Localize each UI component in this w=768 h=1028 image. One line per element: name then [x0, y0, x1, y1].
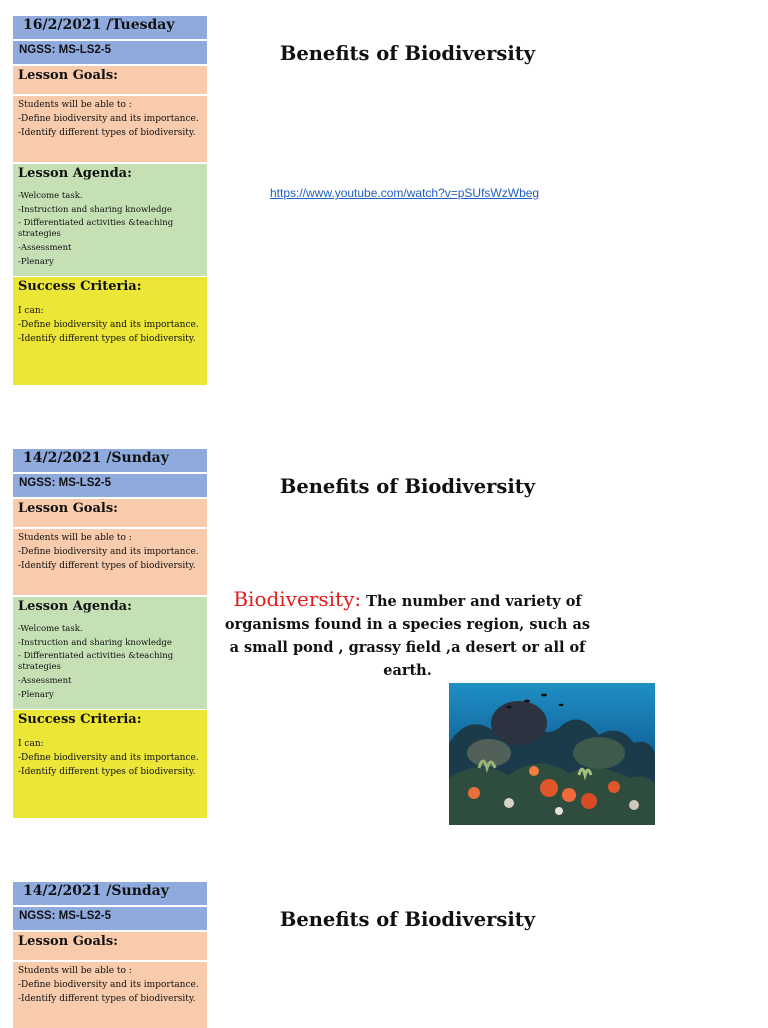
lesson-agenda-body: [13, 188, 207, 276]
success-criteria-body: [13, 303, 207, 385]
agenda-item: -Assessment: [18, 676, 72, 686]
agenda-item: -Plenary: [18, 689, 54, 700]
lesson-goals-heading: Lesson Goals:: [13, 66, 207, 94]
ngss-standard: NGSS: MS-LS2-5: [13, 907, 207, 930]
criteria-line: -Identify different types of biodiversity.: [18, 767, 196, 777]
success-criteria-heading: Success Criteria:: [13, 277, 207, 303]
lesson-date: 14/2/2021 /Sunday: [13, 449, 207, 472]
goal-line: -Define biodiversity and its importance.: [18, 547, 199, 557]
lesson-goals-heading: Lesson Goals:: [13, 499, 207, 527]
agenda-item: -Assessment: [18, 243, 72, 253]
definition-text: The number and variety of organisms found in a species region, such as a small pond , grassy field ,a desert or all of earth.: [224, 593, 591, 679]
lesson-goals-body: [13, 96, 207, 162]
goal-line: -Identify different types of biodiversity.: [18, 994, 196, 1004]
goal-line: Students will be able to :: [18, 100, 132, 110]
success-criteria-heading: Success Criteria:: [13, 710, 207, 736]
lesson-goals-body: [13, 529, 207, 595]
goal-line: -Identify different types of biodiversity.: [18, 128, 196, 138]
ngss-standard: NGSS: MS-LS2-5: [13, 474, 207, 497]
lesson-agenda-heading: Lesson Agenda:: [13, 597, 207, 621]
agenda-item: -Welcome task.: [18, 624, 83, 634]
lesson-agenda-body: [13, 621, 207, 709]
definition-term: Biodiversity:: [233, 587, 362, 611]
criteria-line: -Define biodiversity and its importance.: [18, 753, 199, 763]
agenda-item: -Instruction and sharing knowledge: [18, 637, 172, 648]
coral-reef-illustration: [449, 683, 655, 825]
slide-title: Benefits of Biodiversity: [279, 908, 536, 931]
lesson-date: 16/2/2021 /Tuesday: [13, 16, 207, 39]
slide-title: Benefits of Biodiversity: [279, 475, 536, 498]
goal-line: -Define biodiversity and its importance.: [18, 980, 199, 990]
agenda-item: -Plenary: [18, 256, 54, 267]
coral-reef-image: [449, 683, 655, 825]
lesson-goals-heading: Lesson Goals:: [13, 932, 207, 960]
criteria-line: -Define biodiversity and its importance.: [18, 320, 199, 330]
criteria-line: -Identify different types of biodiversity.: [18, 334, 196, 344]
lesson-agenda-heading: Lesson Agenda:: [13, 164, 207, 188]
youtube-link[interactable]: https://www.youtube.com/watch?v=pSUfsWzWbeg: [270, 186, 540, 200]
agenda-item: -Welcome task.: [18, 191, 83, 201]
ngss-standard: NGSS: MS-LS2-5: [13, 41, 207, 64]
goal-line: Students will be able to :: [18, 533, 132, 543]
lesson-date: 14/2/2021 /Sunday: [13, 882, 207, 905]
agenda-item: -Instruction and sharing knowledge: [18, 204, 172, 215]
success-criteria-body: [13, 736, 207, 818]
agenda-item: - Differentiated activities &teaching strategies: [18, 218, 174, 239]
agenda-item: - Differentiated activities &teaching strategies: [18, 651, 174, 672]
criteria-line: I can:: [18, 739, 44, 749]
biodiversity-definition: [220, 588, 595, 682]
goal-line: -Identify different types of biodiversity.: [18, 561, 196, 571]
goal-line: Students will be able to :: [18, 966, 132, 976]
goal-line: -Define biodiversity and its importance.: [18, 114, 199, 124]
lesson-goals-body: [13, 962, 207, 1028]
criteria-line: I can:: [18, 306, 44, 316]
slide-title: Benefits of Biodiversity: [279, 42, 536, 65]
